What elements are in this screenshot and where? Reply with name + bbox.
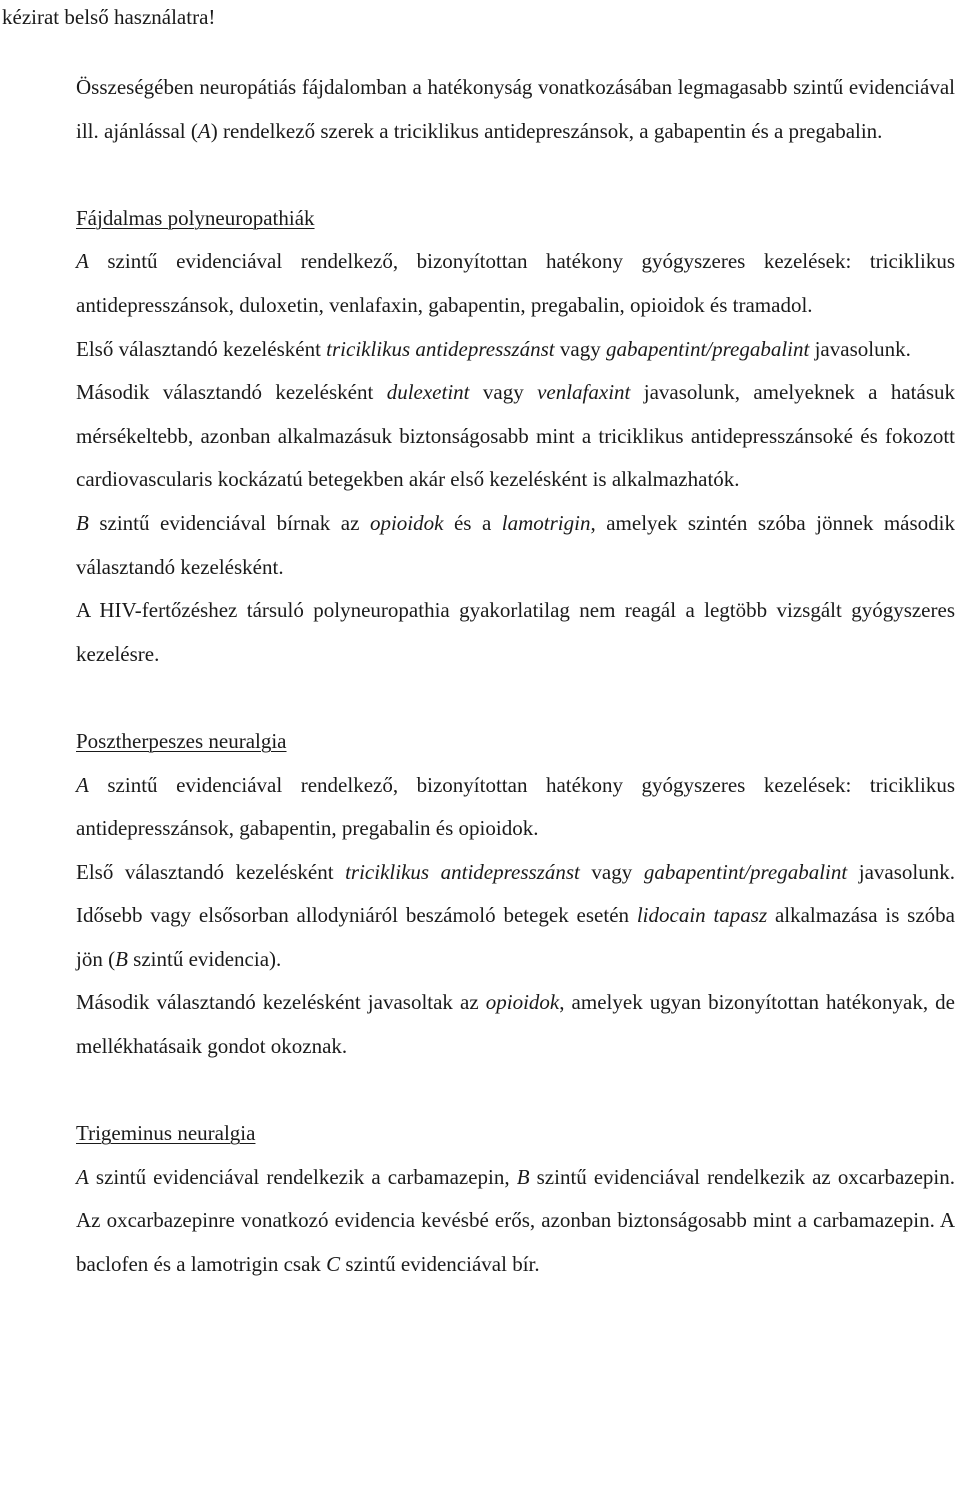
paragraph: Első választandó kezelésként triciklikus antidepresszánst vagy gabapentint/pregabalint javasolunk. Idősebb vagy elsősorban allodyniáról beszámoló betegek esetén lidocain tapasz alkalmazása is szóba jön (B szintű evidencia). (76, 859, 956, 971)
section-postherpetic-neuralgia (76, 720, 955, 1069)
section-heading: Posztherpeszes neuralgia (76, 728, 287, 753)
paragraph: A szintű evidenciával rendelkező, bizonyítottan hatékony gyógyszeres kezelések: triciklikus antidepresszánsok, gabapentin, pregabalin és opioidok. (76, 772, 955, 841)
section-heading: Trigeminus neuralgia (76, 1121, 256, 1146)
section-heading: Fájdalmas polyneuropathiák (76, 205, 315, 230)
paragraph: Első választandó kezelésként triciklikus antidepresszánst vagy gabapentint/pregabalint javasolunk. (76, 336, 911, 361)
section-polyneuropathia (76, 197, 955, 677)
paragraph: A HIV-fertőzéshez társuló polyneuropathia gyakorlatilag nem reagál a legtöbb vizsgált gyógyszeres kezelésre. (76, 598, 955, 666)
document-body (76, 66, 955, 1287)
intro-paragraph: Összeségében neuropátiás fájdalomban a hatékonyság vonatkozásában legmagasabb szintű evidenciával ill. ajánlással (A) rendelkező szerek a triciklikus antidepreszánsok, a gabapentin és a pregabalin. (76, 75, 955, 143)
paragraph: Második választandó kezelésként dulexetint vagy venlafaxint javasolunk, amelyeknek a hatásuk mérsékeltebb, azonban alkalmazásuk biztonságosabb mint a triciklikus antidepresszánsoké és fokozott cardiovascularis kockázatú betegekben akár első kezelésként is alkalmazhatók. (76, 380, 956, 492)
paragraph: A szintű evidenciával rendelkező, bizonyítottan hatékony gyógyszeres kezelések: triciklikus antidepresszánsok, duloxetin, venlafaxin, gabapentin, pregabalin, opioidok és tramadol. (76, 249, 955, 317)
paragraph: A szintű evidenciával rendelkezik a carbamazepin, B szintű evidenciával rendelkezik az oxcarbazepin. Az oxcarbazepinre vonatkozó evidencia kevésbé erős, azonban biztonságosabb mint a carbamazepin. A baclofen és a lamotrigin csak C szintű evidenciával bír. (76, 1164, 956, 1277)
section-trigeminal-neuralgia (76, 1112, 955, 1286)
paragraph: B szintű evidenciával bírnak az opioidok és a lamotrigin, amelyek szintén szóba jönnek második választandó kezelésként. (76, 510, 956, 579)
document-header-note: kézirat belső használatra! (2, 5, 216, 29)
paragraph: Második választandó kezelésként javasoltak az opioidok, amelyek ugyan bizonyítottan hatékonyak, de mellékhatásaik gondot okoznak. (76, 990, 955, 1059)
